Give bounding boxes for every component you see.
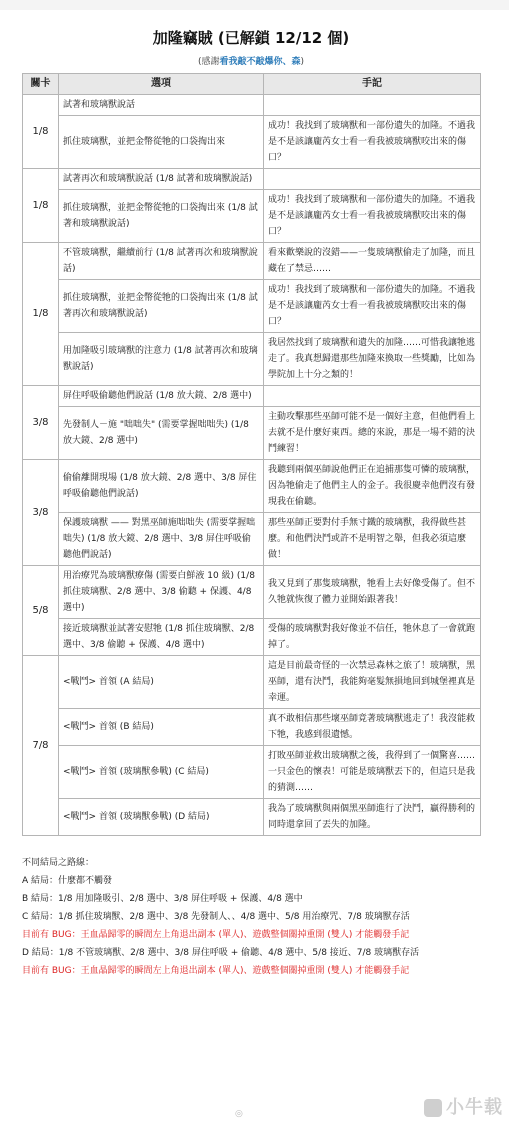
level-cell: 1/8 (23, 243, 59, 386)
table-row (23, 656, 481, 709)
table-row (23, 460, 481, 513)
note-cell: 我為了玻璃獸與兩個黑巫師進行了決鬥，贏得勝利的同時還拿回了丟失的加隆。 (264, 799, 481, 836)
level-cell: 1/8 (23, 169, 59, 243)
note-cell: 成功！我找到了玻璃獸和一部份遺失的加隆。不過我是不是該讓龐芮女士看一看我被玻璃獸咬出來的傷口？ (264, 280, 481, 333)
subtitle-suffix: ) (300, 57, 305, 67)
ending-notes (22, 854, 480, 980)
table-row (23, 513, 481, 566)
table-row (23, 280, 481, 333)
header-note: 手記 (264, 74, 481, 95)
table-row (23, 116, 481, 169)
option-cell: 用治療咒為玻璃獸療傷 (需要白鮮液 10 級) (1/8 抓住玻璃獸、2/8 選中、3/8 偷聽 + 保護、4/8 選中) (59, 566, 264, 619)
option-cell: 接近玻璃獸並試著安慰牠 (1/8 抓住玻璃獸、2/8 選中、3/8 偷聽 + 保護、4/8 選中) (59, 619, 264, 656)
table-row (23, 169, 481, 190)
option-cell: 偷偷離開現場 (1/8 放大鏡、2/8 選中、3/8 屏住呼吸偷聽他們說話) (59, 460, 264, 513)
bug-note: 目前有 BUG：王血晶歸零的瞬間左上角退出副本 (單人)、遊戲整個關掉重開 (雙人) 才能觸發手記 (22, 966, 410, 976)
note-cell: 受傷的玻璃獸對我好像並不信任，牠休息了一會就跑掉了。 (264, 619, 481, 656)
level-cell: 7/8 (23, 656, 59, 836)
note-cell: 成功！我找到了玻璃獸和一部份遺失的加隆。不過我是不是該讓龐芮女士看一看我被玻璃獸咬出來的傷口？ (264, 190, 481, 243)
table-row (23, 619, 481, 656)
option-cell: 抓住玻璃獸，並把金幣從牠的口袋掏出來 (59, 116, 264, 169)
note-cell: 成功！我找到了玻璃獸和一部份遺失的加隆。不過我是不是該讓龐芮女士看一看我被玻璃獸咬出來的傷口？ (264, 116, 481, 169)
option-cell: 屏住呼吸偷聽他們說話 (1/8 放大鏡、2/8 選中) (59, 386, 264, 407)
option-cell: 先發制人－施 "咄咄失" (需要掌握咄咄失) (1/8 放大鏡、2/8 選中) (59, 407, 264, 460)
header-option: 選項 (59, 74, 264, 95)
option-cell: 抓住玻璃獸，並把金幣從牠的口袋掏出來 (1/8 試著再次和玻璃獸說話) (59, 280, 264, 333)
note-cell: 打敗巫師並救出玻璃獸之後，我得到了一個驚喜……一只金色的懷表！可能是玻璃獸丟下的，但這只是我的猜測…… (264, 746, 481, 799)
table-row (23, 243, 481, 280)
note-cell: 那些巫師正要對付手無寸鐵的玻璃獸，我得做些甚麼。和他們決鬥或許不是明智之舉，但我必須這麼做！ (264, 513, 481, 566)
ending-route-note: C 結局：1/8 抓住玻璃獸、2/8 選中、3/8 先發制人、、4/8 選中、5/8 用治療咒、7/8 玻璃獸存活 (22, 912, 410, 922)
note-cell: 主動攻擊那些巫師可能不是一個好主意，但他們看上去就不是什麼好東西。總的來說，那是一場不錯的決鬥練習！ (264, 407, 481, 460)
level-cell: 1/8 (23, 95, 59, 169)
option-cell: 保護玻璃獸 —— 對黑巫師施咄咄失 (需要掌握咄咄失) (1/8 放大鏡、2/8 選中、3/8 屏住呼吸偷聽他們說話) (59, 513, 264, 566)
table-row (23, 799, 481, 836)
note-cell: 看來歡樂說的沒錯——一隻玻璃獸偷走了加隆，而且藏在了禁忌…… (264, 243, 481, 280)
bug-note: 目前有 BUG：王血晶歸零的瞬間左上角退出副本 (單人)、遊戲整個關掉重開 (雙人) 才能觸發手記 (22, 930, 410, 940)
option-cell: 用加隆吸引玻璃獸的注意力 (1/8 試著再次和玻璃獸說話) (59, 333, 264, 386)
note-cell: 這是目前最奇怪的一次禁忌森林之旅了！玻璃獸，黑巫師，還有決鬥，我能夠毫髮無損地回到城堡裡真是幸運。 (264, 656, 481, 709)
note-cell: 真不敢相信那些壞巫師竟著玻璃獸逃走了！我沒能救下牠，我感到很遺憾。 (264, 709, 481, 746)
table-row (23, 386, 481, 407)
table-row (23, 709, 481, 746)
subtitle-prefix: (感謝 (197, 57, 220, 67)
table-row (23, 746, 481, 799)
option-cell: <戰鬥> 首領 (玻璃獸參戰) (D 結局) (59, 799, 264, 836)
ending-route-note: 不同結局之路線： (22, 858, 95, 868)
table-row (23, 566, 481, 619)
table-row (23, 95, 481, 116)
level-cell: 3/8 (23, 386, 59, 460)
option-cell: <戰鬥> 首領 (A 結局) (59, 656, 264, 709)
subtitle-thanks-names[interactable]: 看我敲不敲爆你、森 (219, 57, 301, 67)
table-header-row (23, 74, 481, 95)
header-level: 關卡 (23, 74, 59, 95)
ending-route-note: D 結局：1/8 不管玻璃獸、2/8 選中、3/8 屏住呼吸 + 偷聽、4/8 選中、5/8 接近、7/8 玻璃獸存活 (22, 948, 420, 958)
table-row (23, 407, 481, 460)
journal-table (22, 73, 481, 836)
watermark-weibo: ◎ (235, 1109, 243, 1119)
page-subtitle (22, 54, 480, 67)
ending-route-note: B 結局：1/8 用加隆吸引、2/8 選中、3/8 屏住呼吸 + 保護、4/8 選中 (22, 894, 303, 904)
option-cell: 試著和玻璃獸說話 (59, 95, 264, 116)
option-cell: <戰鬥> 首領 (玻璃獸參戰) (C 結局) (59, 746, 264, 799)
table-row (23, 190, 481, 243)
note-cell (264, 386, 481, 407)
page-title: 加隆竊賊 (已解鎖 12/12 個) (152, 29, 350, 47)
note-cell: 我居然找到了玻璃獸和遺失的加隆……可惜我讓牠逃走了。我真想歸還那些加隆來換取一些獎勵，比如為學院加上十分之類的！ (264, 333, 481, 386)
table-row (23, 333, 481, 386)
note-cell (264, 169, 481, 190)
note-cell: 我又見到了那隻玻璃獸，牠看上去好像受傷了。但不久牠就恢復了體力並開始跟著我！ (264, 566, 481, 619)
option-cell: 不管玻璃獸，繼續前行 (1/8 試著再次和玻璃獸說話) (59, 243, 264, 280)
ending-route-note: A 結局：什麼都不觸發 (22, 876, 113, 886)
level-cell: 3/8 (23, 460, 59, 566)
note-cell (264, 95, 481, 116)
note-cell: 我聽到兩個巫師說他們正在追捕那隻可憐的玻璃獸，因為牠偷走了他們主人的金子。我很慶幸他們沒有發現我在偷聽。 (264, 460, 481, 513)
table-body (23, 95, 481, 836)
level-cell: 5/8 (23, 566, 59, 656)
page (22, 0, 480, 980)
option-cell: 抓住玻璃獸，並把金幣從牠的口袋掏出來 (1/8 試著和玻璃獸說話) (59, 190, 264, 243)
watermark-text: 小牛载 (446, 1097, 503, 1118)
option-cell: <戰鬥> 首領 (B 結局) (59, 709, 264, 746)
watermark-logo-icon (424, 1099, 442, 1117)
option-cell: 試著再次和玻璃獸說話 (1/8 試著和玻璃獸說話) (59, 169, 264, 190)
watermark (424, 1093, 503, 1119)
